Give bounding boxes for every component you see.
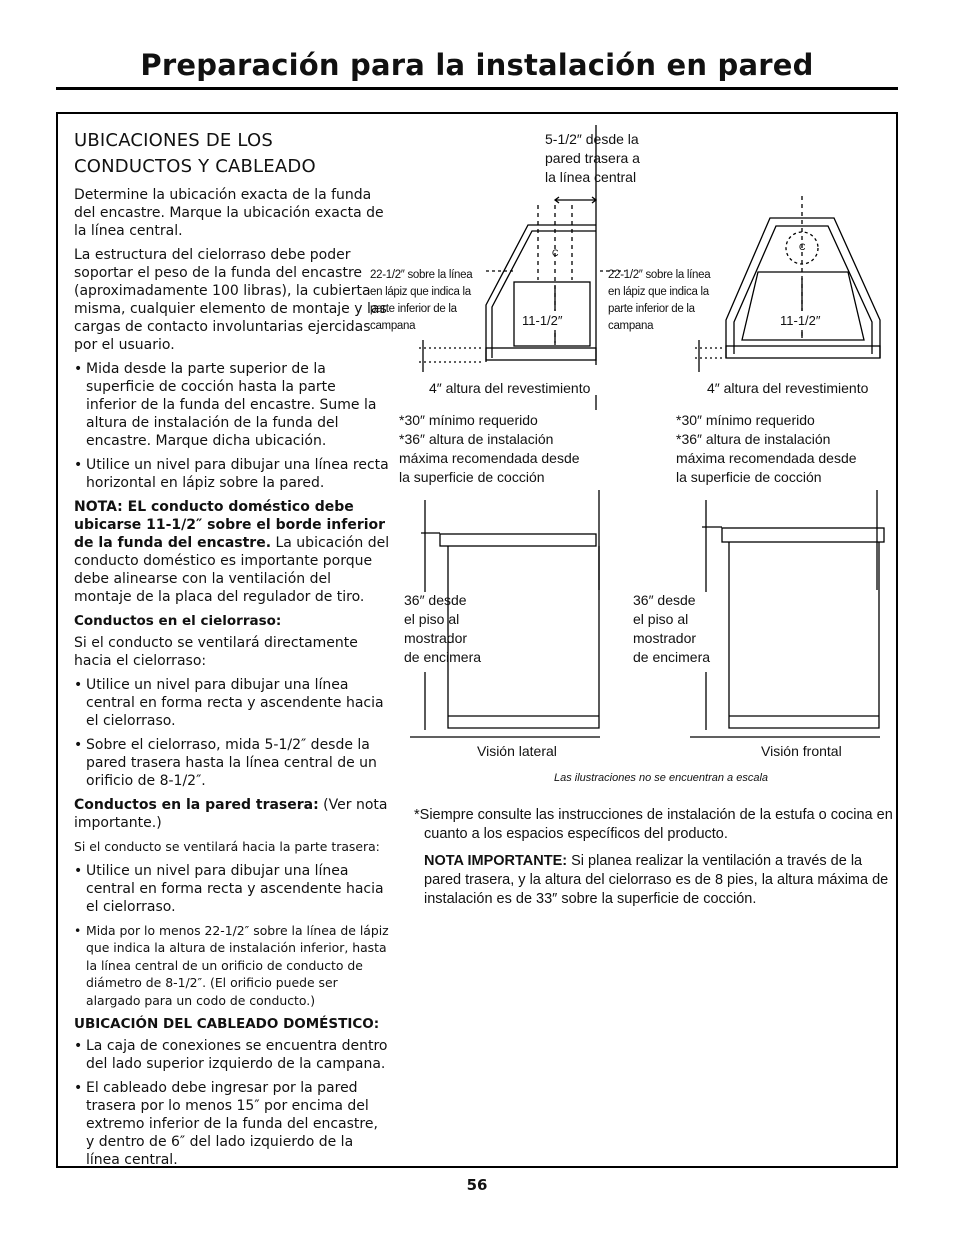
rear-bullet-1: • Utilice un nivel para dibujar una línea central en forma recta y ascendente hacia el cielorraso.: [74, 862, 390, 916]
rear-intro: Si el conducto se ventilará hacia la parte trasera:: [74, 839, 380, 854]
wiring-bullet-1: • La caja de conexiones se encuentra dentro del lado superior izquierdo de la campana.: [74, 1037, 390, 1073]
side-view-caption: Visión lateral: [477, 743, 557, 759]
section-heading: UBICACIONES DE LOS CONDUCTOS Y CABLEADO: [74, 130, 316, 177]
ceiling-bullet-2: • Sobre el cielorraso, mida 5-1/2″ desde la pared trasera hasta la línea central de un orificio de 8-1/2″.: [74, 736, 390, 790]
rear-bullet-2: • Mida por lo menos 22-1/2″ sobre la línea de lápiz que indica la altura de instalación inferior, hasta la línea central de un orificio de conducto de diámetro de 8-1/2″. (El orificio puede ser alargado para un codo de conducto.): [74, 922, 390, 1010]
paragraph-locate: Determine la ubicación exacta de la funda del encastre. Marque la ubicación exacta de la línea central.: [74, 187, 384, 239]
pencil-label-side: 22-1/2″ sobre la línea en lápiz que indica la parte inferior de la campana: [370, 269, 473, 332]
cl-mark-front: C: [799, 242, 806, 252]
trim-label-side: 4″ altura del revestimiento: [429, 380, 591, 396]
scale-note: Las ilustraciones no se encuentran a escala: [554, 772, 769, 784]
counter-label-side: 36″ desde el piso al mostrador de encimera: [404, 592, 482, 665]
notes-area: [414, 806, 894, 917]
trim-label-front: 4″ altura del revestimiento: [707, 380, 869, 396]
page-title: Preparación para la instalación en pared: [140, 48, 814, 82]
dim-11-side: 11-1/2″: [522, 313, 563, 328]
side-hood-inner: [492, 231, 596, 358]
front-view-caption: Visión frontal: [761, 743, 842, 759]
note-duct: NOTA: EL conducto doméstico debe ubicarse 11-1/2″ sobre el borde inferior de la funda del encastre. La ubicación del conducto doméstico es importante porque debe alinearse con la ventilación del montaje de la placa del regulador de tiro.: [74, 499, 390, 605]
side-hood-trim: [486, 348, 596, 360]
paragraph-structure: La estructura del cielorraso debe poder soportar el peso de la funda del encastre (aproximadamente 100 libras), la cubierta misma, cualquier elemento de montaje y las cargas de contacto involuntarias ejercidas por el usuario.: [74, 247, 387, 353]
wiring-bullet-2: • El cableado debe ingresar por la pared trasera por lo menos 15″ por encima del extremo inferior de la funda del encastre, y dentro de 6″ del lado izquierdo de la línea central.: [74, 1079, 390, 1169]
ceiling-intro: Si el conducto se ventilará directamente hacia el cielorraso:: [74, 635, 358, 669]
dim-11-front: 11-1/2″: [780, 313, 821, 328]
cl-mark-side: C: [552, 248, 559, 258]
bullet-level: • Utilice un nivel para dibujar una línea recta horizontal en lápiz sobre la pared.: [74, 456, 390, 492]
ceiling-heading: Conductos en el cielorraso:: [74, 613, 282, 629]
star-note: *Siempre consulte las instrucciones de instalación de la estufa o cocina en cuanto a los espacios específicos del producto.: [414, 807, 893, 842]
requirement-label-side: *30″ mínimo requerido *36″ altura de instalación máxima recomendada desde la superficie de cocción: [399, 412, 580, 485]
side-range-top: [440, 534, 596, 546]
side-hood-outer: [486, 225, 596, 362]
front-range-body: [729, 542, 879, 728]
bullet-measure: • Mida desde la parte superior de la superficie de cocción hasta la parte inferior de la funda del encastre. Sume la altura de instalación de la funda del encastre. Marque dicha ubicación.: [74, 360, 390, 450]
ceiling-bullet-1: • Utilice un nivel para dibujar una línea central en forma recta y ascendente hacia el cielorraso.: [74, 676, 390, 730]
ceiling-dim-label: 5-1/2″ desde la pared trasera a la línea central: [545, 131, 640, 185]
requirement-label-front: *30″ mínimo requerido *36″ altura de instalación máxima recomendada desde la superficie de cocción: [676, 412, 857, 485]
important-note: NOTA IMPORTANTE: Si planea realizar la ventilación a través de la pared trasera, y la altura del cielorraso es de 8 pies, la altura máxima de instalación es de 33″ sobre la superficie de cocción.: [424, 853, 889, 907]
front-hood-trim: [726, 346, 880, 358]
rear-heading: Conductos en la pared trasera: (Ver nota importante.): [74, 797, 388, 831]
wiring-heading: UBICACIÓN DEL CABLEADO DOMÉSTICO:: [74, 1016, 380, 1032]
front-range-top: [722, 528, 884, 542]
pencil-label-front: 22-1/2″ sobre la línea en lápiz que indica la parte inferior de la campana: [608, 269, 711, 332]
page-number: 56: [466, 1176, 488, 1194]
counter-label-front: 36″ desde el piso al mostrador de encimera: [633, 592, 711, 665]
